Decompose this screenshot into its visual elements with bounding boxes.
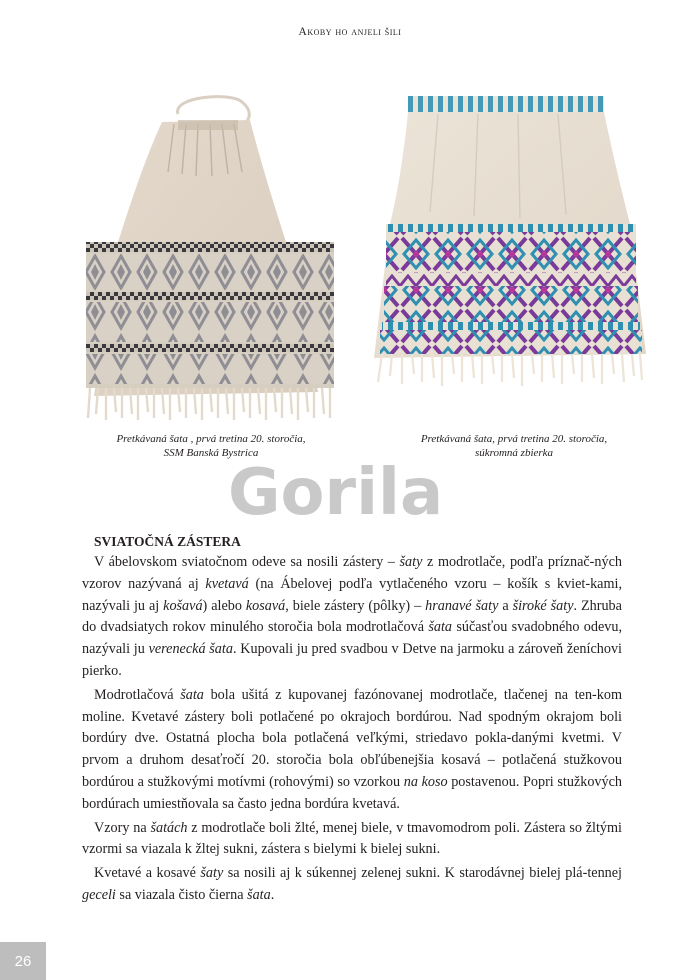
text-run: ) alebo xyxy=(202,597,246,614)
page-number-text: 26 xyxy=(14,952,32,970)
text-run: sa nosili aj k súkennej zelenej sukni. K starodávnej bielej plá-tennej xyxy=(223,865,622,882)
section-title: SVIATOČNÁ ZÁSTERA xyxy=(94,534,241,549)
text-run: V ábelovskom sviatočnom odeve sa nosili zástery – xyxy=(94,554,400,570)
paragraph-3 xyxy=(82,818,622,862)
apron-photo-left xyxy=(82,92,340,422)
watermark-logo: Gorila xyxy=(228,456,444,530)
italic-term: hranavé šaty xyxy=(425,597,499,614)
body-text xyxy=(82,552,622,909)
italic-term: košavá xyxy=(163,597,203,614)
text-run: Vzory na xyxy=(94,819,151,836)
text-run: . Kupovali ju pred svadbou v Detve na jarmoku a zároveň ženíchovi pierko. xyxy=(82,641,622,679)
paragraph-4 xyxy=(82,863,622,907)
italic-term: geceli xyxy=(82,886,116,903)
paragraph-1 xyxy=(82,552,622,683)
text-run: a xyxy=(498,597,513,614)
text-run: z modrotlače boli žlté, menej biele, v tmavomodrom poli. Zástera so žltými vzormi sa viazala k žltej sukni, zástera s bielymi k bielej sukni. xyxy=(82,819,622,858)
text-run: (na Ábelovej podľa vytlačeného vzoru – košík s kviet-kami, nazývali ju aj xyxy=(82,575,622,614)
italic-term: na koso xyxy=(403,773,448,790)
italic-term: kosavá xyxy=(245,597,286,614)
italic-term: šaty xyxy=(399,554,423,570)
italic-term: verenecká šata xyxy=(148,641,233,658)
text-run: Kvetavé a kosavé xyxy=(94,865,201,882)
apron-photo-right xyxy=(368,92,650,392)
text-run: sa viazala čisto čierna xyxy=(115,886,248,903)
caption-right-line2: súkromná zbierka xyxy=(474,447,554,459)
text-run: súčasťou svadobného odevu, nazývali ju xyxy=(82,619,622,658)
caption-right-line1: Pretkávaná šata, prvá tretina 20. storočia, xyxy=(420,433,608,445)
text-run: . Zhruba do dvadsiatych rokov minulého storočia bola modrotlačová xyxy=(82,597,622,636)
paragraph-2 xyxy=(82,685,622,816)
italic-term: šatách xyxy=(150,819,188,836)
italic-term: šata xyxy=(247,886,271,903)
caption-left-line1: Pretkávaná šata , prvá tretina 20. storočia, xyxy=(116,433,306,445)
text-run: bola ušitá z kupovanej fazónovanej modrotlače, tlačenej na ten-kom moline. Kvetavé zástery boli potlačené po okrajoch bordúrou. Nad spodným okrajom boli bordúry dve. Ostatná plocha bola potlačená veľkými, striedavo pokla-danými kvetmi. V prvom a druhom desaťročí 20. storočia bola obľúbenejšia kosavá – potlačená stužkovou bordúrou a stužkovými motívmi (rohovými) so vzorkou xyxy=(82,686,622,790)
italic-term: šata xyxy=(428,619,453,636)
running-head: Akoby ho anjeli šili xyxy=(298,26,402,38)
text-run: z modrotlače, podľa príznač-ných vzorov nazývaná aj xyxy=(82,554,622,592)
italic-term: šata xyxy=(180,686,204,703)
caption-left-line2: SSM Banská Bystrica xyxy=(163,447,259,459)
text-run: , biele zástery (pôlky) – xyxy=(285,597,426,614)
page-number xyxy=(0,942,46,980)
text-run: postavenou. Popri stužkových bordúrach umiestňovala sa často jedna bordúra kvetavá. xyxy=(82,773,623,812)
italic-term: široké šaty xyxy=(512,597,574,614)
italic-term: kvetavá xyxy=(205,575,249,592)
text-run: . xyxy=(270,886,275,903)
italic-term: šaty xyxy=(200,865,224,882)
text-run: Modrotlačová xyxy=(94,686,181,703)
